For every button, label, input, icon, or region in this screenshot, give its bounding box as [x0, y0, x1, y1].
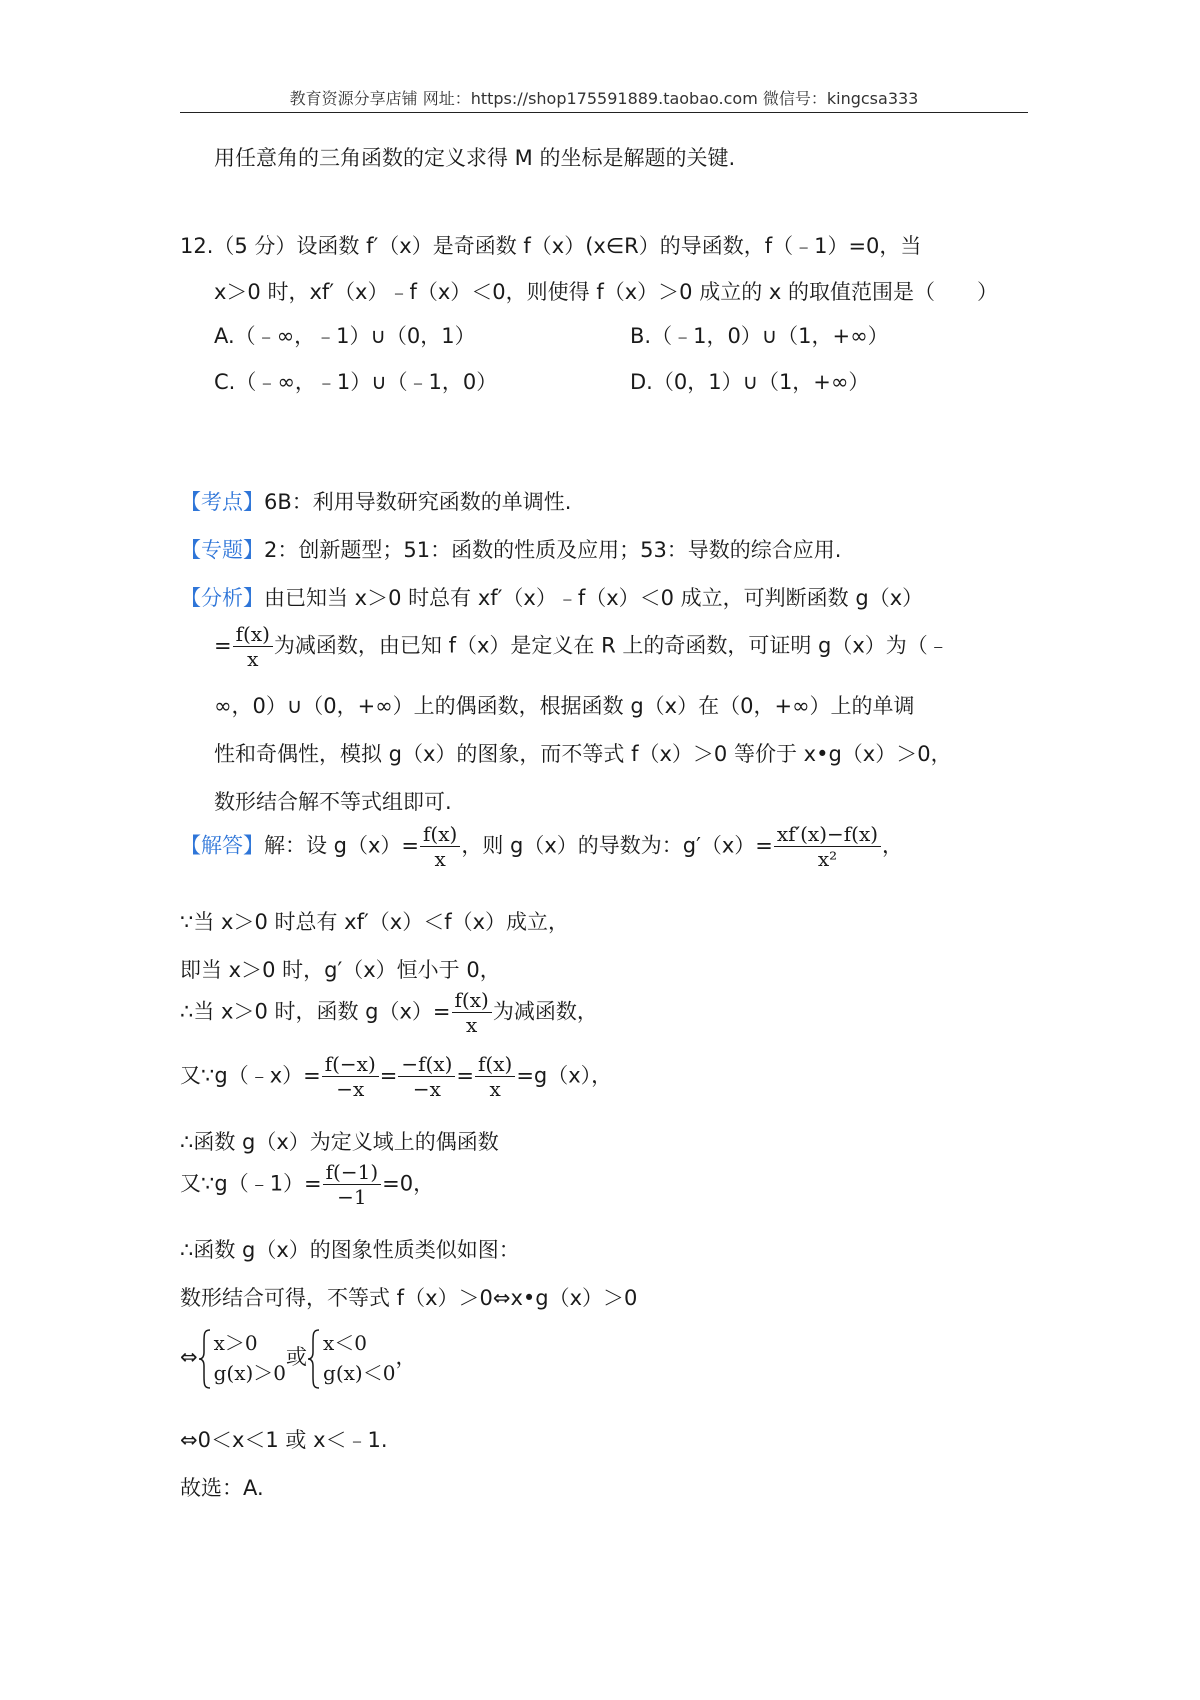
left-brace-icon	[307, 1328, 321, 1390]
solution-step-7: ∴函数 g（x）的图象性质类似如图：	[180, 1238, 520, 1262]
solution-step-5: ∴函数 g（x）为定义域上的偶函数	[180, 1130, 499, 1154]
fraction-denominator: −x	[412, 1077, 441, 1101]
jieda-tag: 【解答】	[180, 833, 264, 858]
equals-sign: =	[456, 1063, 475, 1088]
fraction-g-derivative	[774, 822, 881, 871]
fraction-fx-over-x	[233, 622, 273, 671]
solution-step-10: ⇔0＜x＜1 或 x＜﹣1.	[180, 1428, 388, 1452]
step3-post: 为减函数，	[492, 999, 598, 1024]
fenxi-line-4: 性和奇偶性，模拟 g（x）的图象，而不等式 f（x）＞0 等价于 x•g（x）＞0，	[214, 742, 952, 766]
jieda-text-pre: 解：设 g（x）=	[264, 833, 420, 858]
fenxi-text-1: 由已知当 x＞0 时总有 xf′（x）﹣f（x）＜0 成立，可判断函数 g（x）	[264, 586, 924, 610]
zhuanti-line	[180, 536, 841, 564]
step3-pre: ∴当 x＞0 时，函数 g（x）=	[180, 999, 451, 1024]
fraction-denominator: x	[489, 1077, 501, 1101]
option-c: C.（﹣∞，﹣1）∪（﹣1，0）	[214, 370, 498, 394]
fraction-neg-fx	[398, 1052, 455, 1101]
jieda-text-post: ，	[882, 833, 904, 858]
solution-step-9	[180, 1326, 416, 1388]
fraction-g-definition	[420, 822, 460, 871]
fraction-g-definition	[452, 988, 492, 1037]
fenxi-text-2: 为减函数，由已知 f（x）是定义在 R 上的奇函数，可证明 g（x）为（﹣	[273, 633, 949, 658]
option-b: B.（﹣1，0）∪（1，+∞）	[630, 324, 889, 348]
fraction-f-neg-x	[322, 1052, 379, 1101]
equals-sign: =	[379, 1063, 398, 1088]
header-divider	[180, 112, 1028, 113]
zhuanti-tag: 【专题】	[180, 538, 264, 562]
fraction-denominator: −1	[337, 1185, 367, 1209]
fenxi-line-1	[180, 584, 923, 612]
fenxi-line-5: 数形结合解不等式组即可.	[214, 790, 452, 814]
fraction-numerator: f(−1)	[323, 1160, 382, 1185]
fraction-fx-over-x	[475, 1052, 515, 1101]
jieda-line-1	[180, 822, 903, 871]
step4-pre: 又∵g（﹣x）=	[180, 1063, 321, 1088]
zhuanti-text: 2：创新题型；51：函数的性质及应用；53：导数的综合应用.	[264, 538, 842, 562]
fraction-numerator: f(x)	[420, 822, 460, 847]
equivalence-sign: ⇔	[180, 1345, 198, 1369]
fraction-numerator: f(x)	[233, 622, 273, 647]
answer-line: 故选：A.	[180, 1476, 264, 1500]
solution-step-1: ∵当 x＞0 时总有 xf′（x）＜f（x）成立，	[180, 910, 570, 934]
fraction-numerator: f(x)	[475, 1052, 515, 1077]
kaodian-text: 6B：利用导数研究函数的单调性.	[264, 490, 572, 514]
step4-post: =g（x），	[516, 1063, 613, 1088]
fraction-f-neg-one	[323, 1160, 382, 1209]
option-d: D.（0，1）∪（1，+∞）	[630, 370, 870, 394]
fraction-denominator: x	[434, 847, 446, 871]
step6-pre: 又∵g（﹣1）=	[180, 1171, 322, 1196]
solution-step-4	[180, 1052, 612, 1101]
fraction-numerator: xf′(x)−f(x)	[774, 822, 881, 847]
jieda-text-mid: ，则 g（x）的导数为：g′（x）=	[461, 833, 773, 858]
solution-step-6	[180, 1160, 434, 1209]
fraction-numerator: f(x)	[452, 988, 492, 1013]
system-a-row-1: x＞0	[213, 1331, 258, 1355]
step6-post: =0，	[382, 1171, 435, 1196]
question-line-1: 12.（5 分）设函数 f′（x）是奇函数 f（x）(x∈R）的导函数，f（﹣1）=0，当	[180, 234, 922, 258]
solution-step-8: 数形结合可得，不等式 f（x）＞0⇔x•g（x）＞0	[180, 1286, 638, 1310]
intro-text: 用任意角的三角函数的定义求得 M 的坐标是解题的关键.	[214, 146, 736, 170]
fenxi-tag: 【分析】	[180, 586, 264, 610]
fenxi-line-2	[214, 622, 949, 671]
inequality-system-a	[198, 1328, 286, 1388]
system-b-row-2: g(x)＜0	[323, 1361, 396, 1385]
fraction-denominator: x	[247, 647, 259, 671]
system-a-row-2: g(x)＞0	[213, 1361, 287, 1385]
equals-sign: =	[214, 633, 232, 658]
fraction-numerator: −f(x)	[398, 1052, 455, 1077]
system-b-row-1: x＜0	[323, 1331, 368, 1355]
solution-step-3	[180, 988, 598, 1037]
fraction-denominator: x	[466, 1013, 478, 1037]
step9-post: ，	[395, 1345, 417, 1369]
solution-step-2: 即当 x＞0 时，g′（x）恒小于 0，	[180, 958, 501, 982]
question-line-2: x＞0 时，xf′（x）﹣f（x）＜0，则使得 f（x）＞0 成立的 x 的取值范围是（ ）	[214, 280, 998, 304]
inequality-system-b	[307, 1328, 395, 1388]
left-brace-icon	[198, 1328, 212, 1390]
option-a: A.（﹣∞，﹣1）∪（0，1）	[214, 324, 476, 348]
kaodian-tag: 【考点】	[180, 490, 264, 514]
kaodian-line	[180, 488, 571, 516]
fraction-numerator: f(−x)	[322, 1052, 379, 1077]
fraction-denominator: −x	[336, 1077, 365, 1101]
fraction-denominator: x²	[817, 847, 838, 871]
or-word: 或	[286, 1345, 308, 1369]
fenxi-line-3: ∞，0）∪（0，+∞）上的偶函数，根据函数 g（x）在（0，+∞）上的单调	[214, 694, 915, 718]
page-header: 教育资源分享店铺 网址：https://shop175591889.taobao.com 微信号：kingcsa333	[289, 89, 919, 108]
